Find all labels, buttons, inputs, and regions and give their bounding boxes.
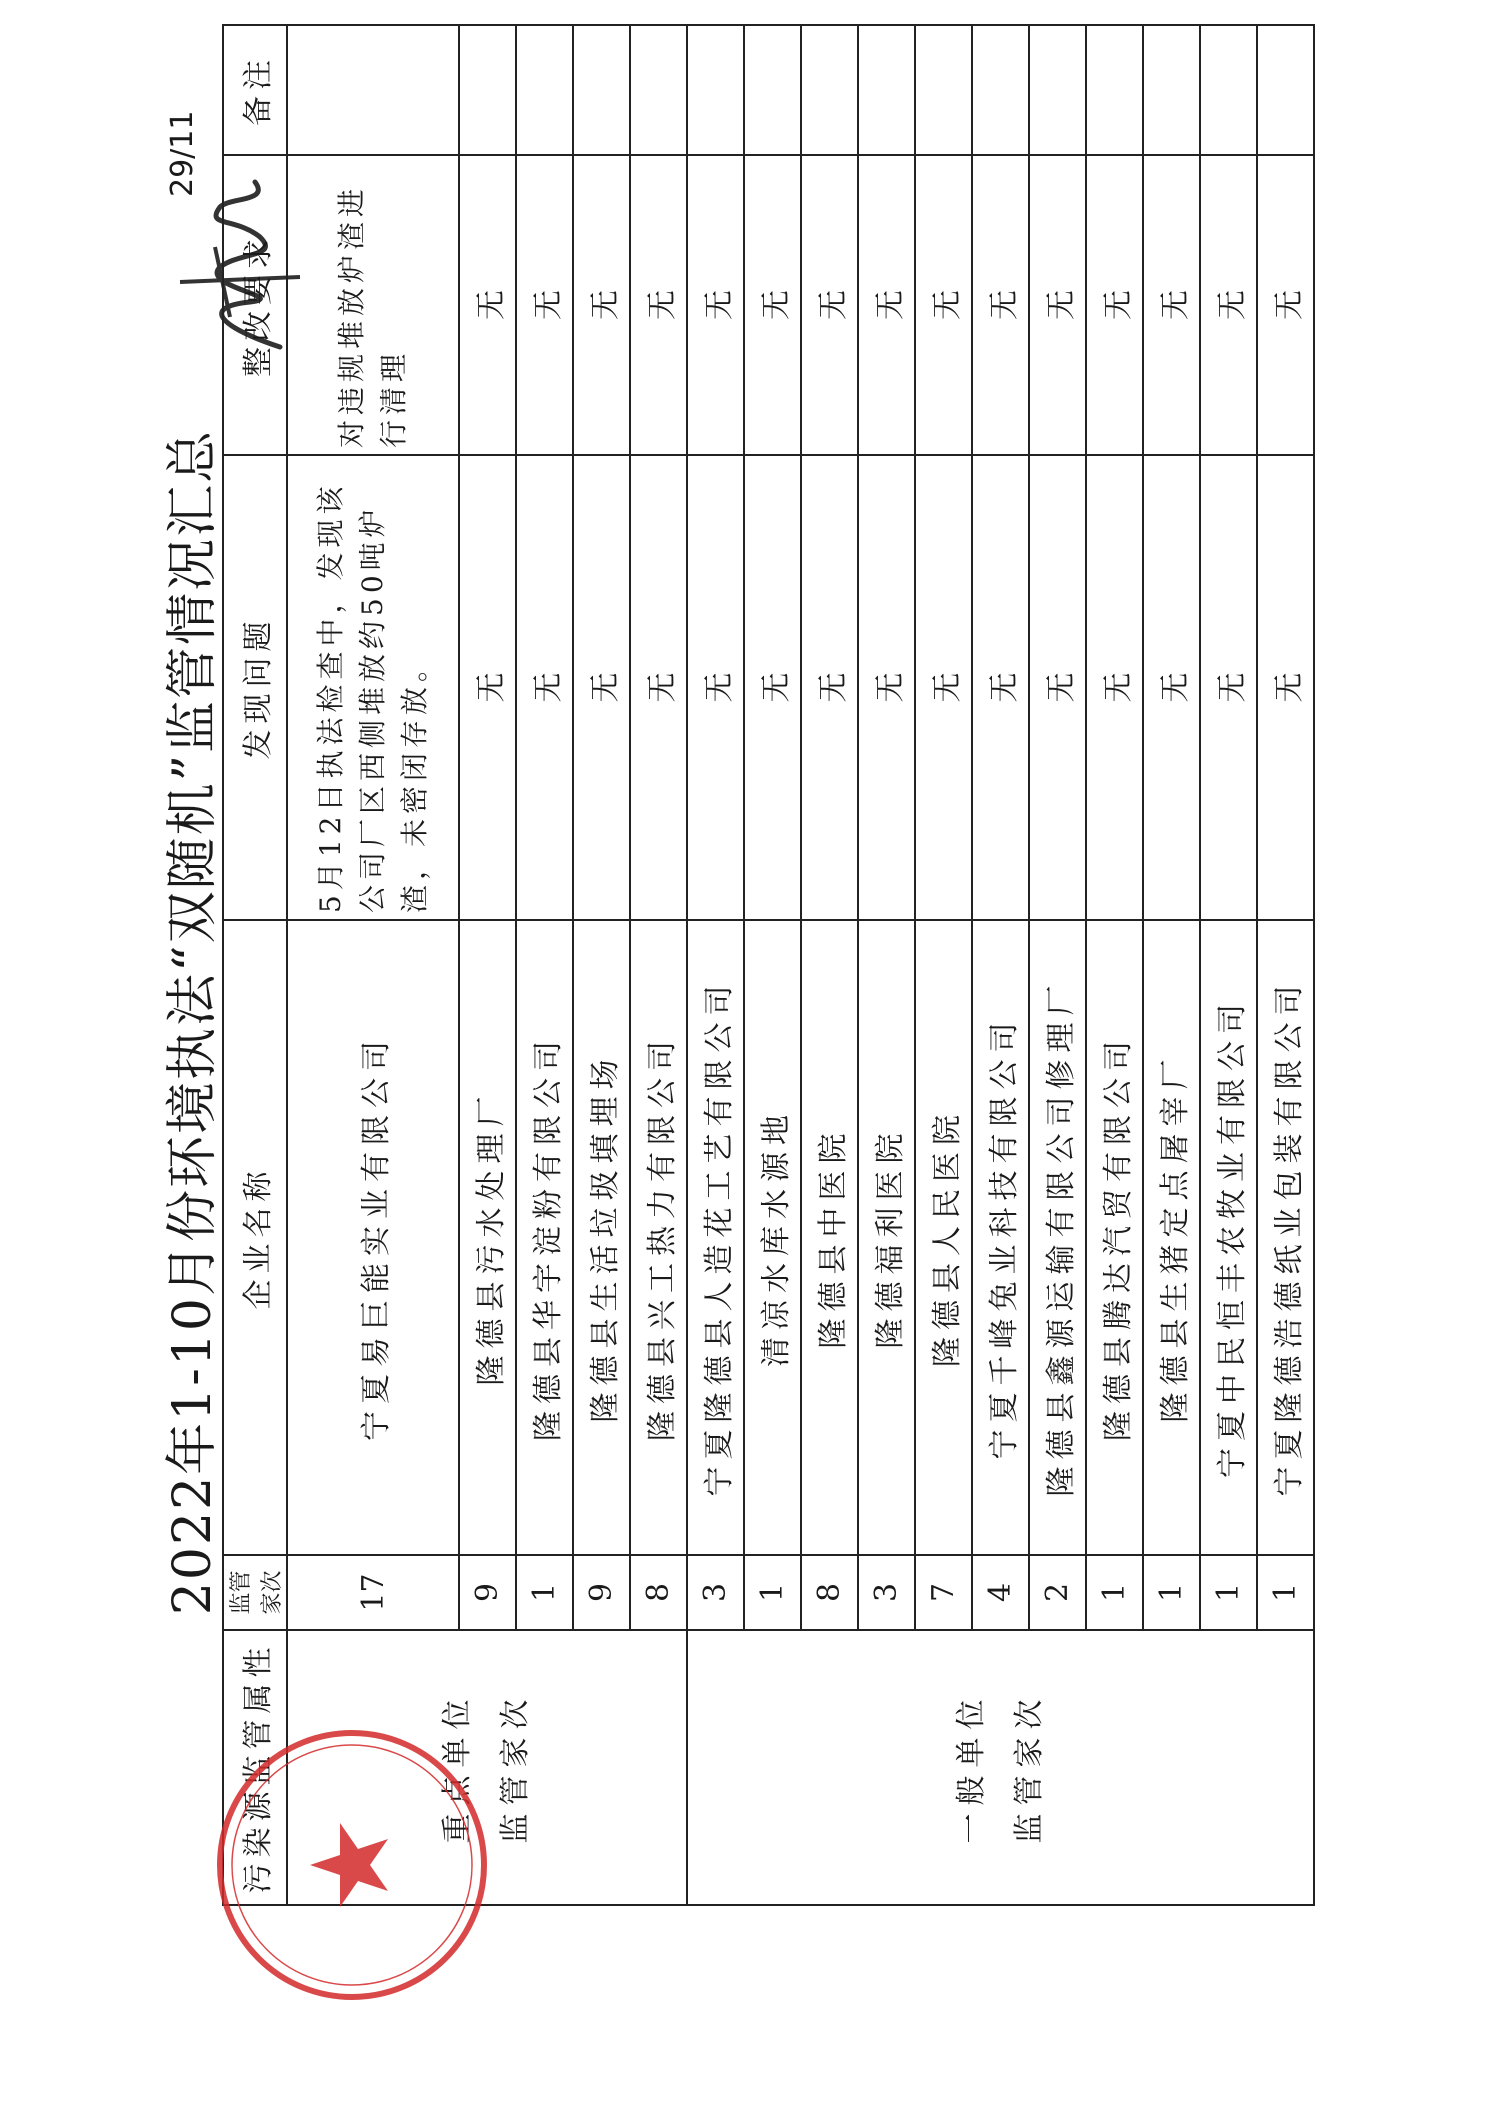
cell-issue: 无 [915,455,972,920]
table-row [858,25,915,1905]
cell-count: 4 [972,1555,1029,1630]
cell-issue: 无 [801,455,858,920]
cell-company: 宁夏隆德浩德纸业包装有限公司 [1257,920,1314,1555]
cell-count: 1 [1086,1555,1143,1630]
header-company: 企业名称 [223,920,287,1555]
cell-note [573,25,630,155]
summary-table [222,24,1315,1906]
cell-count: 8 [630,1555,687,1630]
cell-note [915,25,972,155]
cell-rectify: 无 [459,155,516,455]
cell-note [1143,25,1200,155]
cell-rectify: 无 [687,155,744,455]
cell-note [744,25,801,155]
cell-rectify: 无 [915,155,972,455]
cell-note [801,25,858,155]
cell-company: 隆德县中医院 [801,920,858,1555]
table-row [573,25,630,1905]
cell-rectify: 无 [1143,155,1200,455]
cell-company: 隆德福利医院 [858,920,915,1555]
cell-issue: 5月12日执法检查中，发现该公司厂区西侧堆放约50吨炉渣，未密闭存放。 [287,455,459,920]
cell-rectify: 无 [1257,155,1314,455]
cell-count: 1 [1200,1555,1257,1630]
cell-company: 隆德县生猪定点屠宰厂 [1143,920,1200,1555]
cell-company: 清凉水库水源地 [744,920,801,1555]
cell-count: 8 [801,1555,858,1630]
cell-company: 隆德县人民医院 [915,920,972,1555]
cell-rectify: 无 [744,155,801,455]
cell-note [1086,25,1143,155]
table-row [1257,25,1314,1905]
header-rectify: 整改要求 [223,155,287,455]
official-seal [210,1722,495,2007]
cell-company: 隆德县生活垃圾填埋场 [573,920,630,1555]
cell-count: 2 [1029,1555,1086,1630]
cell-rectify: 对违规堆放炉渣进行清理 [287,155,459,455]
cell-count: 3 [687,1555,744,1630]
cell-rectify: 无 [630,155,687,455]
cell-note [1257,25,1314,155]
table-row [915,25,972,1905]
document-title: 2022年1-10月份环境执法“双随机”监管情况汇总 [163,428,223,1616]
cell-note [516,25,573,155]
cell-count: 1 [516,1555,573,1630]
table-row [287,25,459,1905]
category-label-line2: 监管家次 [498,1691,533,1844]
cell-company: 宁夏中民恒丰农牧业有限公司 [1200,920,1257,1555]
cell-issue: 无 [1257,455,1314,920]
cell-company: 隆德县污水处理厂 [459,920,516,1555]
cell-rectify: 无 [1029,155,1086,455]
cell-rectify: 无 [516,155,573,455]
cell-company: 隆德县华宇淀粉有限公司 [516,920,573,1555]
category-label-line2: 监管家次 [1011,1691,1047,1844]
cell-count: 1 [1257,1555,1314,1630]
cell-note [858,25,915,155]
cell-note [972,25,1029,155]
header-count: 监管家次 [223,1555,287,1630]
cell-rectify: 无 [573,155,630,455]
cell-note [287,25,459,155]
header-note: 备注 [223,25,287,155]
cell-issue: 无 [744,455,801,920]
table-row [744,25,801,1905]
table-row [1143,25,1200,1905]
category-general-units [687,1630,1314,1905]
cell-note [630,25,687,155]
cell-company: 隆德县鑫源运输有限公司修理厂 [1029,920,1086,1555]
category-label-line1: 一般单位 [953,1691,989,1844]
cell-count: 17 [287,1555,459,1630]
cell-issue: 无 [1200,455,1257,920]
table-header-row [223,25,287,1905]
table-row [459,25,516,1905]
cell-note [1200,25,1257,155]
cell-issue: 无 [1029,455,1086,920]
cell-rectify: 无 [858,155,915,455]
header-attribute: 污染源监管属性 [223,1630,287,1905]
table-row [630,25,687,1905]
cell-rectify: 无 [1086,155,1143,455]
cell-issue: 无 [972,455,1029,920]
cell-issue: 无 [516,455,573,920]
table-row [516,25,573,1905]
cell-note [1029,25,1086,155]
table-row [687,25,744,1905]
cell-company: 宁夏易巨能实业有限公司 [287,920,459,1555]
header-issue: 发现问题 [223,455,287,920]
cell-note [459,25,516,155]
cell-company: 隆德县腾达汽贸有限公司 [1086,920,1143,1555]
table-row [1086,25,1143,1905]
table-row [1200,25,1257,1905]
table-row [801,25,858,1905]
cell-company: 宁夏千峰兔业科技有限公司 [972,920,1029,1555]
category-label-line1: 重点单位 [440,1691,475,1844]
cell-count: 9 [573,1555,630,1630]
cell-note [687,25,744,155]
cell-count: 3 [858,1555,915,1630]
table-row [972,25,1029,1905]
cell-rectify: 无 [972,155,1029,455]
cell-issue: 无 [573,455,630,920]
cell-company: 宁夏隆德县人造花工艺有限公司 [687,920,744,1555]
cell-issue: 无 [459,455,516,920]
cell-rectify: 无 [801,155,858,455]
cell-count: 7 [915,1555,972,1630]
cell-issue: 无 [1086,455,1143,920]
cell-issue: 无 [687,455,744,920]
signature-date: 29/11 [165,110,200,197]
table-row [1029,25,1086,1905]
cell-count: 1 [1143,1555,1200,1630]
cell-issue: 无 [858,455,915,920]
cell-issue: 无 [1143,455,1200,920]
cell-company: 隆德县兴工热力有限公司 [630,920,687,1555]
cell-issue: 无 [630,455,687,920]
cell-count: 9 [459,1555,516,1630]
cell-rectify: 无 [1200,155,1257,455]
cell-count: 1 [744,1555,801,1630]
